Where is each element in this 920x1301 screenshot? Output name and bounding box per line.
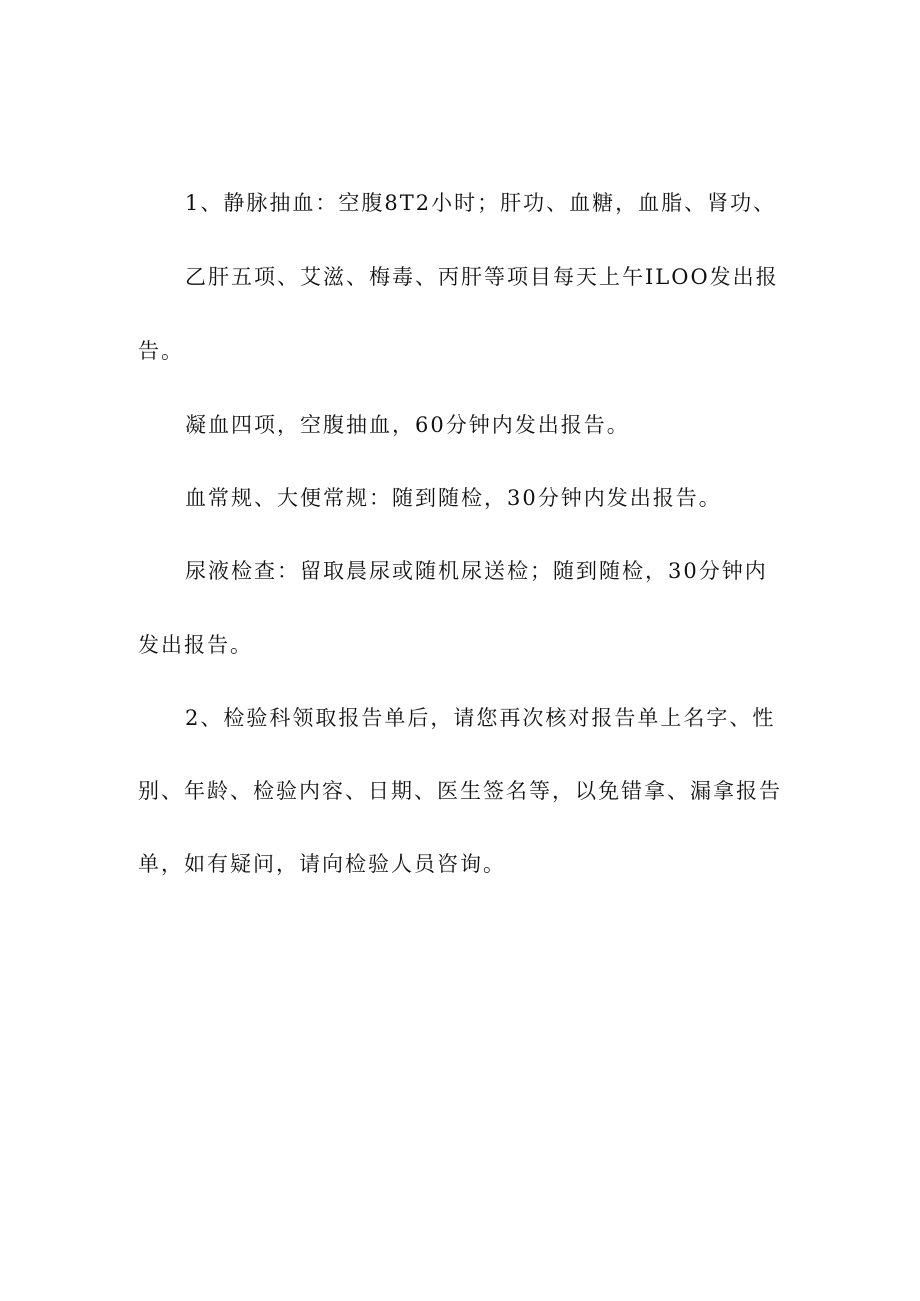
paragraph-1-line-1: 1、静脉抽血：空腹8T2小时；肝功、血糖，血脂、肾功、 xyxy=(185,191,777,215)
paragraph-5-line-2: 别、年龄、检验内容、日期、医生签名等，以免错拿、漏拿报告 xyxy=(138,779,782,803)
paragraph-1-line-3: 告。 xyxy=(138,339,184,363)
paragraph-1-line-2: 乙肝五项、艾滋、梅毒、丙肝等项目每天上午ILOO发出报 xyxy=(185,265,779,289)
paragraph-4-line-2: 发出报告。 xyxy=(138,633,253,657)
paragraph-5-line-3: 单，如有疑问，请向检验人员咨询。 xyxy=(138,852,506,876)
paragraph-3-line-1: 血常规、大便常规：随到随检，30分钟内发出报告。 xyxy=(185,486,722,510)
paragraph-4-line-1: 尿液检查：留取晨尿或随机尿送检；随到随检，30分钟内 xyxy=(185,559,768,583)
paragraph-5-line-1: 2、检验科领取报告单后，请您再次核对报告单上名字、性 xyxy=(185,706,776,730)
paragraph-2-line-1: 凝血四项，空腹抽血，60分钟内发出报告。 xyxy=(185,413,630,437)
